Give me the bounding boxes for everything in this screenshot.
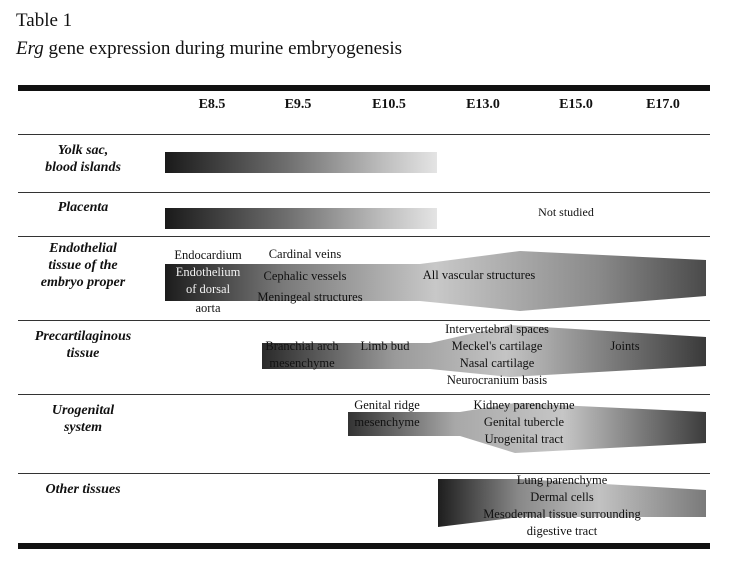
kidney-parenchyme-text: Kidney parenchyme: [473, 398, 575, 412]
dermal-cells-text: Dermal cells: [530, 490, 594, 504]
row-label-line: tissue of the: [48, 258, 118, 273]
limb-bud-text: Limb bud: [360, 339, 410, 353]
stage-e17-0: E17.0: [646, 97, 680, 112]
gene-name: Erg: [16, 38, 44, 59]
cephalic-vessels-text: Cephalic vessels: [263, 269, 347, 283]
neurocranium-basis-text: Neurocranium basis: [446, 373, 548, 387]
row-label-line: Other tissues: [45, 482, 121, 497]
endothelium-text: Endothelium: [175, 265, 241, 279]
row-label-line: blood islands: [45, 160, 121, 175]
genital-ridge-text: Genital ridge: [354, 398, 420, 412]
row-label-line: Endothelial: [49, 241, 117, 256]
intervertebral-spaces-text: Intervertebral spaces: [445, 322, 549, 336]
branchial-arch-text: Branchial arch: [265, 339, 339, 353]
meckels-cartilage-text: Meckel's cartilage: [451, 339, 543, 353]
row-label-line: tissue: [66, 346, 100, 361]
dorsal-text: of dorsal: [185, 282, 231, 296]
cardinal-veins-text: Cardinal veins: [268, 247, 342, 261]
stage-e13-0: E13.0: [466, 97, 500, 112]
genital-tubercle-text: Genital tubercle: [483, 415, 565, 429]
mesenchyme-text: mesenchyme: [354, 415, 420, 429]
stage-e8-5: E8.5: [198, 97, 226, 112]
row-label-line: Precartilaginous: [34, 329, 132, 344]
row-label-line: embryo proper: [40, 275, 126, 290]
nasal-cartilage-text: Nasal cartilage: [459, 356, 535, 370]
all-vascular-structures-text: All vascular structures: [422, 268, 536, 282]
mesodermal-tissue-text: Mesodermal tissue surrounding: [483, 507, 641, 521]
table-number: Table 1: [16, 10, 73, 31]
mesenchyme-text: mesenchyme: [269, 356, 335, 370]
row-label-line: Placenta: [57, 200, 109, 215]
row-label-line: system: [63, 420, 103, 435]
digestive-tract-text: digestive tract: [526, 524, 598, 538]
title-text: gene expression during murine embryogenesis: [43, 38, 403, 59]
aorta-text: aorta: [195, 301, 221, 315]
row-label-line: Urogenital: [51, 403, 115, 418]
meningeal-structures-text: Meningeal structures: [257, 290, 363, 304]
row-label-line: Yolk sac,: [57, 143, 109, 158]
lung-parenchyme-text: Lung parenchyme: [516, 473, 608, 487]
urogenital-tract-text: Urogenital tract: [484, 432, 564, 446]
endocardium-text: Endocardium: [174, 248, 242, 262]
stage-e15-0: E15.0: [559, 97, 593, 112]
stage-e9-5: E9.5: [284, 97, 312, 112]
stage-e10-5: E10.5: [372, 97, 406, 112]
joints-text: Joints: [610, 339, 640, 353]
not-studied-note: Not studied: [538, 205, 594, 219]
